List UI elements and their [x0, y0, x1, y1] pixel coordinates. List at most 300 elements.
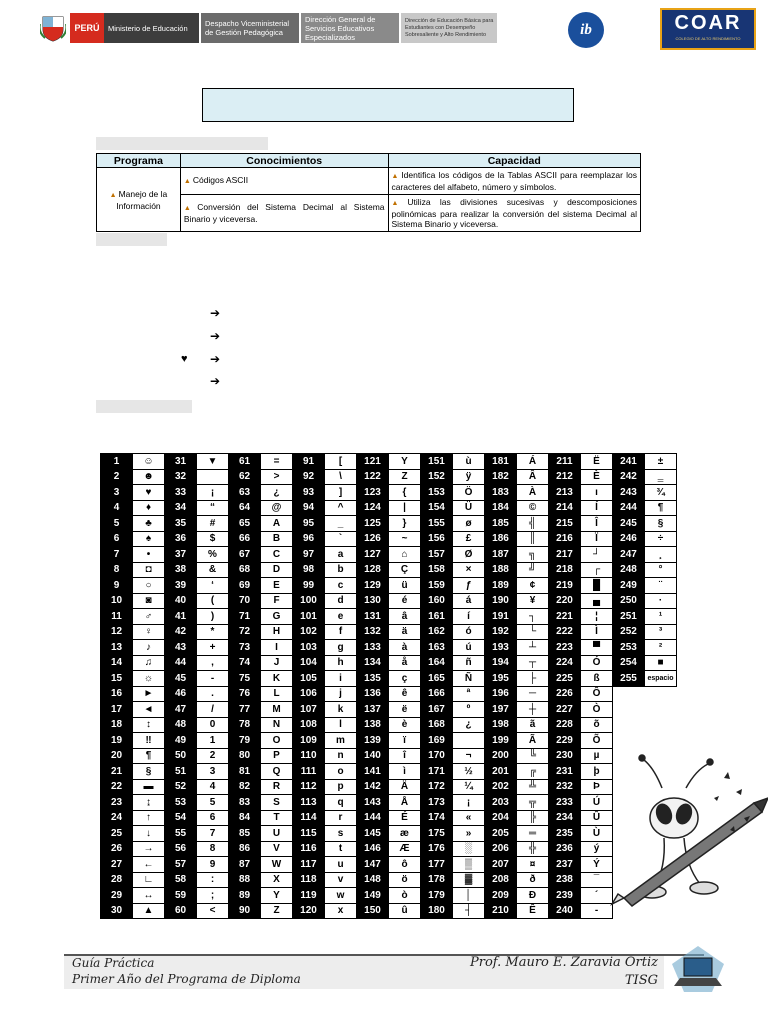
ascii-code: 235	[549, 826, 581, 842]
ascii-char: T	[261, 810, 293, 826]
ascii-code: 68	[229, 562, 261, 578]
ascii-char: ]	[325, 485, 357, 501]
ascii-code: 225	[549, 671, 581, 687]
ascii-empty-cell	[645, 702, 677, 718]
ascii-row	[101, 671, 677, 687]
direccion-general-label: Dirección General de Servicios Educativos Especializados	[301, 13, 399, 43]
ascii-char: é	[389, 593, 421, 609]
conocimiento-cell-2	[180, 195, 388, 232]
ascii-row	[101, 578, 677, 594]
ascii-code: 150	[357, 903, 389, 919]
ascii-code: 238	[549, 872, 581, 888]
ascii-code: 89	[229, 888, 261, 904]
ascii-code: 29	[101, 888, 133, 904]
ascii-code: 18	[101, 717, 133, 733]
ascii-char: ¯	[581, 872, 613, 888]
ascii-char: Ö	[453, 485, 485, 501]
ascii-code: 206	[485, 841, 517, 857]
ascii-char: Þ	[581, 779, 613, 795]
ascii-char: <	[197, 903, 229, 919]
ascii-char	[197, 469, 229, 485]
ascii-char: 4	[197, 779, 229, 795]
ascii-code: 69	[229, 578, 261, 594]
ascii-char: =	[261, 454, 293, 470]
ascii-char: °	[645, 562, 677, 578]
ascii-code: 87	[229, 857, 261, 873]
capacidad-cell-1	[388, 168, 641, 195]
ascii-char: à	[389, 640, 421, 656]
ascii-code: 115	[293, 826, 325, 842]
ascii-code: 66	[229, 531, 261, 547]
ascii-code: 168	[421, 717, 453, 733]
ascii-char: ╔	[517, 764, 549, 780]
ascii-char: Z	[389, 469, 421, 485]
ascii-code: 252	[613, 624, 645, 640]
ascii-code: 159	[421, 578, 453, 594]
ascii-code: 83	[229, 795, 261, 811]
ascii-char: í	[453, 609, 485, 625]
ascii-char: ○	[133, 578, 165, 594]
ascii-char: ì	[389, 764, 421, 780]
ascii-code: 37	[165, 547, 197, 563]
ascii-code: 109	[293, 733, 325, 749]
ascii-code: 54	[165, 810, 197, 826]
ascii-char: Ë	[581, 454, 613, 470]
ascii-code: 126	[357, 531, 389, 547]
ascii-code: 201	[485, 764, 517, 780]
ascii-code: 64	[229, 500, 261, 516]
ascii-char: Ó	[581, 655, 613, 671]
ascii-char: 8	[197, 841, 229, 857]
ascii-code: 46	[165, 686, 197, 702]
ascii-char: ▒	[453, 857, 485, 873]
ascii-code: 99	[293, 578, 325, 594]
ascii-code: 155	[421, 516, 453, 532]
ascii-char: →	[133, 841, 165, 857]
ascii-code: 43	[165, 640, 197, 656]
ascii-code: 53	[165, 795, 197, 811]
ascii-char: ‘	[197, 578, 229, 594]
arrow-right-icon: ➔	[210, 329, 221, 343]
ascii-row	[101, 702, 677, 718]
ascii-code: 36	[165, 531, 197, 547]
ascii-char: ♦	[133, 500, 165, 516]
ascii-row	[101, 469, 677, 485]
ascii-char: f	[325, 624, 357, 640]
ascii-char: Æ	[389, 841, 421, 857]
ascii-code: 56	[165, 841, 197, 857]
ascii-code: 192	[485, 624, 517, 640]
ascii-char: ∟	[133, 872, 165, 888]
ascii-char: Ø	[453, 547, 485, 563]
ascii-code: 123	[357, 485, 389, 501]
ascii-code: 94	[293, 500, 325, 516]
ascii-code: 173	[421, 795, 453, 811]
arrow-right-icon: ➔	[210, 306, 221, 320]
ascii-char: }	[389, 516, 421, 532]
section-bar-3	[96, 400, 192, 413]
ascii-char: ☺	[133, 454, 165, 470]
ascii-char: ð	[517, 872, 549, 888]
ascii-code: 180	[421, 903, 453, 919]
ascii-char: ô	[389, 857, 421, 873]
ascii-char: ñ	[453, 655, 485, 671]
ascii-code: 38	[165, 562, 197, 578]
ascii-code: 124	[357, 500, 389, 516]
direccion-educacion-label: Dirección de Educación Básica para Estudiantes con Desempeño Sobresaliente y Alto Rendimiento	[401, 13, 497, 43]
ascii-char: ¿	[261, 485, 293, 501]
programa-text: Manejo de la Información	[116, 188, 168, 211]
ascii-char: ↓	[133, 826, 165, 842]
ascii-row	[101, 640, 677, 656]
ascii-char: E	[261, 578, 293, 594]
ascii-char: ø	[453, 516, 485, 532]
ascii-row	[101, 872, 677, 888]
ascii-code: 137	[357, 702, 389, 718]
ascii-row	[101, 903, 677, 919]
ascii-char: ª	[453, 686, 485, 702]
ascii-code: 135	[357, 671, 389, 687]
ascii-code: 65	[229, 516, 261, 532]
ascii-code: 229	[549, 733, 581, 749]
ascii-char: ╝	[517, 562, 549, 578]
ascii-char: @	[261, 500, 293, 516]
ascii-code: 254	[613, 655, 645, 671]
ascii-code: 166	[421, 686, 453, 702]
ascii-code: 120	[293, 903, 325, 919]
ascii-code: 132	[357, 624, 389, 640]
ascii-code: 186	[485, 531, 517, 547]
ascii-code: 70	[229, 593, 261, 609]
ascii-char: g	[325, 640, 357, 656]
ascii-char: Í	[581, 500, 613, 516]
ascii-char: >	[261, 469, 293, 485]
ascii-char: I	[261, 640, 293, 656]
ascii-char: ♫	[133, 655, 165, 671]
ascii-code: 31	[165, 454, 197, 470]
ascii-char: ¹	[645, 609, 677, 625]
ascii-code: 35	[165, 516, 197, 532]
ascii-char: R	[261, 779, 293, 795]
ascii-code: 119	[293, 888, 325, 904]
ascii-code: 216	[549, 531, 581, 547]
ascii-code: 33	[165, 485, 197, 501]
ascii-char: U	[261, 826, 293, 842]
ascii-char: v	[325, 872, 357, 888]
ascii-code: 219	[549, 578, 581, 594]
ascii-char: ┴	[517, 640, 549, 656]
ascii-code: 195	[485, 671, 517, 687]
ascii-row	[101, 779, 677, 795]
ascii-char: (	[197, 593, 229, 609]
ascii-code: 92	[293, 469, 325, 485]
ascii-code: 75	[229, 671, 261, 687]
ascii-char: ↨	[133, 795, 165, 811]
ascii-char: j	[325, 686, 357, 702]
ascii-char: ▼	[197, 454, 229, 470]
ascii-char: ½	[453, 764, 485, 780]
capacidad-cell-2	[388, 195, 641, 232]
ascii-row	[101, 624, 677, 640]
ascii-code: 209	[485, 888, 517, 904]
ascii-code: 191	[485, 609, 517, 625]
ascii-char: M	[261, 702, 293, 718]
ascii-char: Å	[389, 795, 421, 811]
ascii-char: 0	[197, 717, 229, 733]
ascii-char: █	[581, 578, 613, 594]
bullet-icon: ▲	[391, 200, 406, 207]
ascii-code: 24	[101, 810, 133, 826]
ascii-char: Ñ	[453, 671, 485, 687]
ascii-code: 22	[101, 779, 133, 795]
ascii-code: 42	[165, 624, 197, 640]
ascii-code: 78	[229, 717, 261, 733]
ascii-char: ╩	[517, 779, 549, 795]
ascii-code: 146	[357, 841, 389, 857]
ascii-char: å	[389, 655, 421, 671]
ascii-char: æ	[389, 826, 421, 842]
ascii-code: 149	[357, 888, 389, 904]
ascii-code: 249	[613, 578, 645, 594]
ascii-char: ¶	[645, 500, 677, 516]
ascii-char: •	[133, 547, 165, 563]
ascii-char: *	[197, 624, 229, 640]
ascii-char: Û	[581, 810, 613, 826]
ascii-code: 178	[421, 872, 453, 888]
ascii-row	[101, 717, 677, 733]
ascii-code: 110	[293, 748, 325, 764]
ascii-char: ï	[389, 733, 421, 749]
ascii-char: þ	[581, 764, 613, 780]
ascii-char: C	[261, 547, 293, 563]
ascii-char: º	[453, 702, 485, 718]
ascii-code: 98	[293, 562, 325, 578]
ascii-char: ë	[389, 702, 421, 718]
ascii-char: ▄	[581, 593, 613, 609]
ascii-char: Ï	[581, 531, 613, 547]
ascii-char: É	[389, 810, 421, 826]
ascii-char: 3	[197, 764, 229, 780]
ascii-code: 44	[165, 655, 197, 671]
ascii-code: 185	[485, 516, 517, 532]
ascii-char: w	[325, 888, 357, 904]
ascii-char: F	[261, 593, 293, 609]
ascii-code: 147	[357, 857, 389, 873]
ascii-char: /	[197, 702, 229, 718]
ascii-code: 148	[357, 872, 389, 888]
ascii-code: 208	[485, 872, 517, 888]
ascii-char: a	[325, 547, 357, 563]
ascii-char: ♀	[133, 624, 165, 640]
ascii-code: 143	[357, 795, 389, 811]
ascii-code: 204	[485, 810, 517, 826]
ascii-code: 142	[357, 779, 389, 795]
ascii-code: 210	[485, 903, 517, 919]
ascii-char: \	[325, 469, 357, 485]
footer-author: Prof. Mauro E. Zaravia Ortiz	[470, 955, 658, 970]
ascii-char: ú	[453, 640, 485, 656]
ascii-code: 237	[549, 857, 581, 873]
ascii-empty-cell	[645, 733, 677, 749]
ascii-char: È	[581, 469, 613, 485]
ascii-char: P	[261, 748, 293, 764]
ascii-code: 113	[293, 795, 325, 811]
ascii-code: 39	[165, 578, 197, 594]
ascii-char: 1	[197, 733, 229, 749]
ascii-code: 17	[101, 702, 133, 718]
ascii-code: 129	[357, 578, 389, 594]
ascii-char: ↔	[133, 888, 165, 904]
ascii-char: ò	[389, 888, 421, 904]
ascii-char: ‼	[133, 733, 165, 749]
footer-guide-title: Guía Práctica	[72, 956, 155, 970]
ascii-code: 243	[613, 485, 645, 501]
ascii-char: è	[389, 717, 421, 733]
ascii-code: 164	[421, 655, 453, 671]
ascii-code: 183	[485, 485, 517, 501]
ascii-code: 181	[485, 454, 517, 470]
ascii-code: 104	[293, 655, 325, 671]
ascii-char: B	[261, 531, 293, 547]
ascii-code: 80	[229, 748, 261, 764]
ascii-code: 10	[101, 593, 133, 609]
ascii-code: 174	[421, 810, 453, 826]
ascii-code: 57	[165, 857, 197, 873]
ascii-char: S	[261, 795, 293, 811]
ascii-char: î	[389, 748, 421, 764]
ascii-code: 40	[165, 593, 197, 609]
ascii-code: 247	[613, 547, 645, 563]
ascii-code: 227	[549, 702, 581, 718]
ascii-char: ║	[517, 531, 549, 547]
ascii-char: ¨	[645, 578, 677, 594]
header-capacidad: Capacidad	[388, 154, 641, 168]
ascii-row	[101, 655, 677, 671]
ascii-code: 27	[101, 857, 133, 873]
ascii-char: õ	[581, 717, 613, 733]
ascii-char: Õ	[581, 733, 613, 749]
footer-course: TISG	[624, 973, 658, 988]
ascii-code: 11	[101, 609, 133, 625]
ascii-char: ¡	[197, 485, 229, 501]
ascii-code: 190	[485, 593, 517, 609]
ascii-row	[101, 857, 677, 873]
ascii-code: 193	[485, 640, 517, 656]
ascii-code: 86	[229, 841, 261, 857]
ascii-char: -	[197, 671, 229, 687]
ascii-char: J	[261, 655, 293, 671]
ascii-char: Ú	[581, 795, 613, 811]
ascii-code: 157	[421, 547, 453, 563]
ascii-char: ,	[197, 655, 229, 671]
ascii-char: ù	[453, 454, 485, 470]
ascii-char: Ã	[517, 733, 549, 749]
ascii-char: ╚	[517, 748, 549, 764]
ascii-code: 105	[293, 671, 325, 687]
ascii-char: ç	[389, 671, 421, 687]
ascii-code: 5	[101, 516, 133, 532]
ascii-code: 165	[421, 671, 453, 687]
ascii-char: û	[389, 903, 421, 919]
ascii-char: ↕	[133, 717, 165, 733]
ascii-char: 5	[197, 795, 229, 811]
ascii-char: ┘	[581, 547, 613, 563]
ascii-code: 73	[229, 640, 261, 656]
ascii-char: n	[325, 748, 357, 764]
ascii-char: ¥	[517, 593, 549, 609]
ascii-char: ┐	[517, 609, 549, 625]
ascii-char: »	[453, 826, 485, 842]
ascii-char: espacio	[645, 671, 677, 687]
ascii-char: D	[261, 562, 293, 578]
ascii-char: Z	[261, 903, 293, 919]
ascii-code: 222	[549, 624, 581, 640]
ascii-char: X	[261, 872, 293, 888]
arrow-right-icon: ➔	[210, 352, 221, 366]
ascii-code: 13	[101, 640, 133, 656]
ascii-code: 184	[485, 500, 517, 516]
ascii-code: 2	[101, 469, 133, 485]
ascii-char: ¾	[645, 485, 677, 501]
programa-cell	[97, 168, 181, 232]
ascii-code: 152	[421, 469, 453, 485]
ascii-code: 19	[101, 733, 133, 749]
ascii-char: ◘	[133, 562, 165, 578]
ascii-char: ▬	[133, 779, 165, 795]
ascii-char: c	[325, 578, 357, 594]
ascii-code: 32	[165, 469, 197, 485]
ascii-char: $	[197, 531, 229, 547]
ascii-empty-cell	[645, 686, 677, 702]
ascii-char: Ä	[389, 779, 421, 795]
ascii-char: _	[325, 516, 357, 532]
ascii-empty-cell	[613, 702, 645, 718]
ascii-code: 248	[613, 562, 645, 578]
ascii-code: 171	[421, 764, 453, 780]
ascii-code: 139	[357, 733, 389, 749]
ascii-code: 138	[357, 717, 389, 733]
ascii-char: ‗	[645, 469, 677, 485]
header-programa: Programa	[97, 154, 181, 168]
ascii-char: ^	[325, 500, 357, 516]
capacidad-text-1: Identifica los códigos de la Tablas ASCII para reemplazar los caracteres del alfabeto, número y símbolos.	[391, 170, 637, 192]
ascii-code: 176	[421, 841, 453, 857]
ascii-code: 170	[421, 748, 453, 764]
ascii-char: ó	[453, 624, 485, 640]
ascii-char: ¤	[517, 857, 549, 873]
ascii-char: .	[197, 686, 229, 702]
ascii-code: 169	[421, 733, 453, 749]
ascii-char: u	[325, 857, 357, 873]
ascii-row	[101, 764, 677, 780]
ascii-row	[101, 810, 677, 826]
ascii-code: 200	[485, 748, 517, 764]
ascii-code: 255	[613, 671, 645, 687]
ascii-char: 2	[197, 748, 229, 764]
ascii-char: ý	[581, 841, 613, 857]
ascii-row	[101, 516, 677, 532]
ascii-code: 154	[421, 500, 453, 516]
ascii-char: ☻	[133, 469, 165, 485]
ascii-code: 156	[421, 531, 453, 547]
ascii-code: 161	[421, 609, 453, 625]
bullet-icon: ▲	[183, 205, 196, 212]
ascii-code: 198	[485, 717, 517, 733]
ascii-code: 223	[549, 640, 581, 656]
ascii-code: 179	[421, 888, 453, 904]
ascii-char: ►	[133, 686, 165, 702]
ascii-code: 151	[421, 454, 453, 470]
